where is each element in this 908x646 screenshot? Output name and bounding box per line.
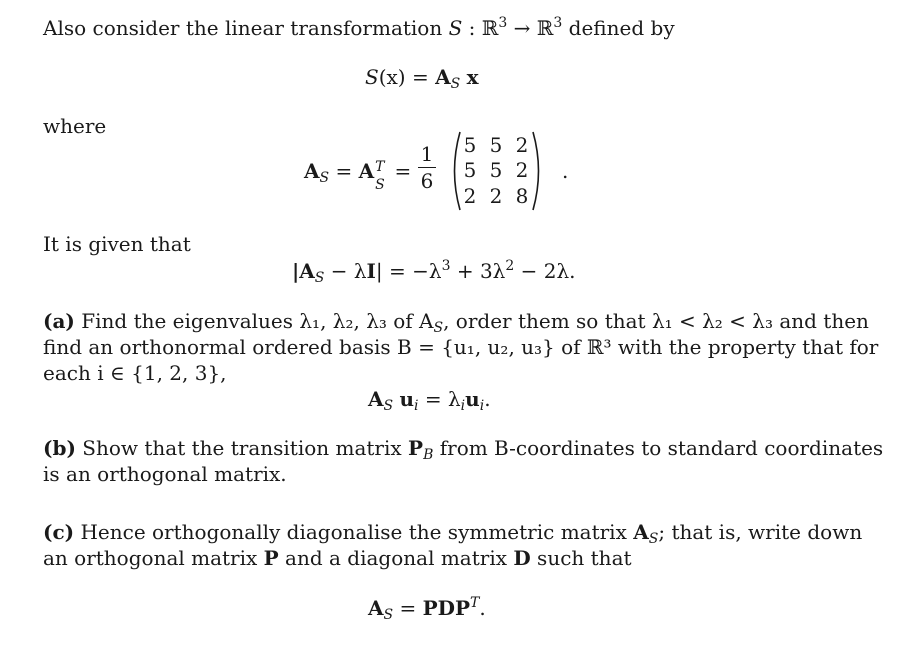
eq2-equals-1: = <box>329 159 359 183</box>
matrix-cell: 2 <box>515 158 529 182</box>
codomain-exp: 3 <box>553 15 563 31</box>
intro-text: Also consider the linear transformation <box>43 16 443 40</box>
matrix-cell: 2 <box>489 184 503 208</box>
equation-charpoly <box>292 258 576 284</box>
part-c-line-2 <box>43 545 632 571</box>
part-a-line-3: each i ∈ {1, 2, 3}, <box>43 361 227 385</box>
codomain: ℝ <box>536 16 554 40</box>
given-label: It is given that <box>43 232 191 256</box>
part-a-eq-end: . <box>484 387 491 411</box>
eq2-lhs-sub: S <box>319 170 330 186</box>
eq2-mid: A <box>358 159 375 183</box>
part-c-eq-end: . <box>479 596 486 620</box>
part-c-text-2c: such that <box>530 546 632 570</box>
part-c-eq-sup: T <box>470 595 480 611</box>
part-c-eq-sub: S <box>383 607 394 623</box>
part-a-line-1 <box>43 308 869 334</box>
eq1-matrix: A <box>435 65 451 89</box>
intro-text-after: defined by <box>562 16 675 40</box>
part-c-text-1b: ; that is, write down <box>658 520 863 544</box>
eq1-equals: = <box>405 65 436 89</box>
part-c-label: (c) <box>43 520 75 544</box>
matrix-cell: 2 <box>515 133 529 157</box>
eq1-sub: S <box>450 76 461 92</box>
fraction-bar <box>418 167 436 168</box>
part-c-text-1a: Hence orthogonally diagonalise the symmetric matrix <box>74 520 634 544</box>
part-c-text-2b: and a diagonal matrix <box>278 546 514 570</box>
eq1-arg: (x) <box>378 65 406 89</box>
frac-denominator: 6 <box>420 169 434 193</box>
part-a-eq-u: u <box>399 387 415 411</box>
part-c-line-1 <box>43 519 862 545</box>
eq2-end: . <box>562 159 569 183</box>
part-c-equation <box>368 595 486 621</box>
part-a-eq-rest-sub: i <box>460 398 466 414</box>
eq2-mid-sub: S <box>375 177 385 193</box>
eq3-rest1: | = −λ <box>375 259 442 283</box>
eq3-identity: I <box>366 259 376 283</box>
part-c-eq-a: A <box>368 596 384 620</box>
eq3-rest3: − 2λ. <box>514 259 576 283</box>
part-a-text-1: Find the eigenvalues λ₁, λ₂, λ₃ of A <box>74 309 434 333</box>
part-c-eq-rhs: PDP <box>422 596 471 620</box>
part-b-line-1 <box>43 435 883 461</box>
part-a-text-1-end: , order them so that λ₁ < λ₂ < λ₃ and then <box>443 309 869 333</box>
matrix-cell: 5 <box>489 133 503 157</box>
part-b-text-1b: from B-coordinates to standard coordinates <box>433 436 884 460</box>
eq3-rest2: + 3λ <box>450 259 506 283</box>
matrix-cell: 8 <box>515 184 529 208</box>
arrow-icon: → <box>507 16 537 40</box>
part-a-eq-i: i <box>414 398 419 414</box>
eq3-sub: S <box>314 270 325 286</box>
equation-sx <box>365 64 479 90</box>
part-a-eq-a: A <box>368 387 384 411</box>
part-b-line-2: is an orthogonal matrix. <box>43 462 287 486</box>
equation-as <box>304 158 412 193</box>
part-a-label: (a) <box>43 309 75 333</box>
fraction-one-sixth <box>418 143 436 192</box>
part-a-eq-u2: u <box>465 387 480 411</box>
part-c-eq-equals: = <box>393 596 423 620</box>
right-paren-icon <box>530 130 546 212</box>
part-a-equation <box>368 386 491 412</box>
part-a-eq-sub: S <box>383 398 394 414</box>
domain-exp: 3 <box>498 15 508 31</box>
matrix-cell: 2 <box>463 184 477 208</box>
where-label: where <box>43 114 107 138</box>
part-b-p-sub: B <box>423 447 434 463</box>
matrix-cell: 5 <box>489 158 503 182</box>
part-b-p: P <box>408 436 424 460</box>
part-c-a-sub: S <box>648 531 659 547</box>
matrix-cell: 5 <box>463 158 477 182</box>
eq3-exp1: 3 <box>441 258 451 274</box>
part-c-d: D <box>513 546 531 570</box>
part-b-label: (b) <box>43 436 76 460</box>
domain: ℝ <box>481 16 499 40</box>
eq2-equals-2: = <box>388 159 412 183</box>
part-a-line-2: find an orthonormal ordered basis B = {u₁, u₂, u₃} of ℝ³ with the property that for <box>43 335 879 359</box>
eq1-lhs: S <box>365 65 379 89</box>
intro-line <box>43 15 675 41</box>
matrix-cell: 5 <box>463 133 477 157</box>
part-a-eq-rest: = λ <box>418 387 461 411</box>
eq3-mid: − λ <box>324 259 367 283</box>
part-c-text-2a: an orthogonal matrix <box>43 546 264 570</box>
eq2-lhs: A <box>304 159 320 183</box>
map-symbol: S <box>448 16 463 40</box>
frac-numerator: 1 <box>420 142 434 166</box>
part-c-a: A <box>633 520 649 544</box>
part-b-text-1a: Show that the transition matrix <box>75 436 409 460</box>
eq1-vec: x <box>466 65 479 89</box>
eq3-exp2: 2 <box>505 258 515 274</box>
eq3-det-a: |A <box>292 259 315 283</box>
part-c-p: P <box>263 546 279 570</box>
colon: : <box>462 16 482 40</box>
eq2-mid-sup: T <box>375 159 385 175</box>
part-a-sub: S <box>433 320 444 336</box>
part-a-eq-u2-sub: i <box>479 398 485 414</box>
